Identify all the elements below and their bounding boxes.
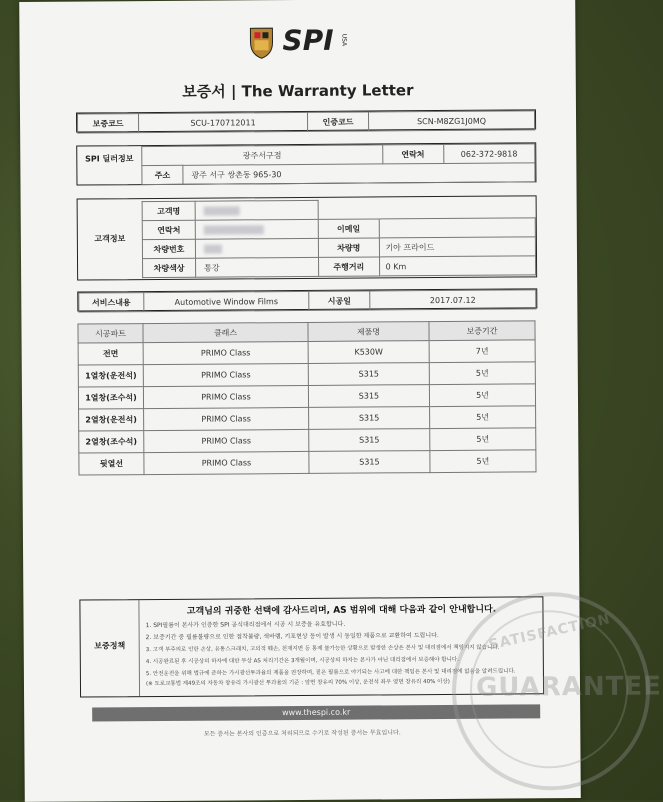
table-row bbox=[78, 340, 535, 365]
class-cell: PRIMO Class bbox=[143, 341, 308, 364]
warranty-cell: 5년 bbox=[430, 428, 536, 451]
customer-section-label: 고객정보 bbox=[94, 234, 126, 244]
customer-phone-label: 연락처 bbox=[142, 220, 195, 239]
policy-item: 4. 시공완료된 후 시공상의 하자에 대한 무상 AS 처리기간은 3개월이며, 시공상의 하자는 본사가 아닌 대리점에서 보증해야 합니다. bbox=[145, 656, 459, 666]
service-label: 서비스내용 bbox=[79, 293, 144, 312]
part-cell: 1열창(조수석) bbox=[78, 387, 143, 409]
codes-box bbox=[76, 109, 536, 132]
dealer-address-label: 주소 bbox=[142, 165, 183, 184]
parts-header-part: 시공파트 bbox=[78, 324, 143, 343]
table-row bbox=[79, 450, 536, 475]
part-cell: 2열창(운전석) bbox=[79, 409, 144, 431]
plate-redacted bbox=[195, 238, 318, 258]
parts-table bbox=[77, 320, 536, 467]
brand-name: SPI bbox=[282, 23, 334, 58]
product-cell: S315 bbox=[308, 363, 429, 386]
customer-box bbox=[77, 195, 538, 280]
class-cell: PRIMO Class bbox=[143, 385, 308, 408]
policy-label: 보증정책 bbox=[94, 641, 126, 651]
warranty-sheet bbox=[19, 0, 663, 802]
product-cell: S315 bbox=[308, 385, 429, 408]
page-title: 보증서 | The Warranty Letter bbox=[182, 81, 414, 101]
warranty-code-label: 보증코드 bbox=[77, 114, 138, 133]
policy-item: 2. 보증기간 중 필름불량으로 인한 접착불량, 색바램, 기포현상 등이 발생 시 동일한 제품으로 교환하여 드립니다. bbox=[145, 632, 439, 642]
cert-code: SCN-M8ZG1J0MQ bbox=[368, 111, 534, 131]
policy-item: 5. 안전운전을 위해 법규에 준하는 가시광선투과율의 제품을 권장하며, 짙은 필름으로 야기되는 사고에 대한 책임은 본사 및 대리점에 없음을 알려드립니다. bbox=[145, 668, 516, 678]
warranty-cell: 5년 bbox=[429, 362, 535, 385]
install-date-label: 시공일 bbox=[309, 291, 370, 310]
part-cell: 1열창(운전석) bbox=[78, 365, 143, 387]
mileage-label: 주행거리 bbox=[319, 257, 380, 276]
policy-item: (※ 도로교통법 제49조의 자동차 창유리 가시광선 투과율의 기준 : 앞면 창유리 70% 이상, 운전석 좌우 옆면 창유리 40% 이상) bbox=[145, 678, 450, 688]
class-cell: PRIMO Class bbox=[144, 429, 309, 452]
product-cell: K530W bbox=[308, 341, 429, 364]
product-cell: S315 bbox=[309, 451, 430, 474]
warranty-cell: 5년 bbox=[430, 450, 536, 473]
dealer-contact-label: 연락처 bbox=[382, 144, 443, 163]
policy-item: 3. 고객 부주의로 인한 손상, 유통스크래치, 고의적 훼손, 천재지변 등 통제 불가능한 상황으로 발생한 손상은 본사 및 대리점에서 책임지지 않습니다. bbox=[145, 644, 500, 654]
mileage: 0 Km bbox=[379, 256, 536, 276]
website-url[interactable]: www.thespi.co.kr bbox=[92, 704, 540, 721]
car-model: 기아 프라이드 bbox=[379, 237, 536, 257]
footer-note: 모든 증서는 본사의 인증으로 처리되므로 수기로 작성된 증서는 무효입니다. bbox=[203, 729, 401, 738]
dealer-name: 광주서구점 bbox=[142, 145, 383, 166]
car-color: 통강 bbox=[196, 257, 319, 277]
table-row bbox=[79, 406, 536, 431]
customer-name-label: 고객명 bbox=[142, 201, 195, 220]
table-row bbox=[79, 428, 536, 453]
warranty-cell: 5년 bbox=[429, 384, 535, 407]
table-row bbox=[78, 362, 535, 387]
dealer-section-label: SPI 딜러정보 bbox=[85, 154, 134, 164]
part-cell: 전면 bbox=[78, 343, 143, 365]
car-color-label: 차량색상 bbox=[143, 258, 196, 277]
policy-heading: 고객님의 귀중한 선택에 감사드리며, AS 범위에 대해 다음과 같이 안내합니다. bbox=[186, 604, 497, 617]
product-cell: S315 bbox=[309, 407, 430, 430]
satisfaction-stamp bbox=[451, 592, 663, 791]
class-cell: PRIMO Class bbox=[144, 451, 309, 474]
warranty-cell: 5년 bbox=[430, 406, 536, 429]
install-date: 2017.07.12 bbox=[370, 290, 536, 310]
customer-email bbox=[379, 218, 536, 238]
stamp-middle-text: GUARANTEE bbox=[475, 671, 663, 703]
part-cell: 2열창(조수석) bbox=[79, 431, 144, 453]
customer-email-label: 이메일 bbox=[318, 219, 379, 238]
plate-label: 차량번호 bbox=[142, 239, 195, 258]
service-box bbox=[77, 288, 537, 311]
class-cell: PRIMO Class bbox=[144, 407, 309, 430]
service-value: Automotive Window Films bbox=[144, 291, 309, 311]
parts-header-product: 제품명 bbox=[308, 322, 429, 342]
parts-header-class: 클래스 bbox=[143, 322, 308, 342]
policy-item: 1. SPI필름이 본사가 인증한 SPI 공식대리점에서 시공 시 보증을 유효합니다. bbox=[145, 620, 346, 630]
parts-header-warranty: 보증기간 bbox=[429, 321, 535, 341]
dealer-contact: 062-372-9818 bbox=[443, 144, 535, 164]
part-cell: 뒷열선 bbox=[79, 453, 144, 475]
dealer-box bbox=[76, 142, 536, 185]
car-model-label: 차량명 bbox=[318, 238, 379, 257]
class-cell: PRIMO Class bbox=[143, 363, 308, 386]
customer-name-redacted bbox=[195, 200, 318, 220]
dealer-address: 광주 서구 쌍촌동 965-30 bbox=[183, 163, 535, 184]
spi-logo bbox=[244, 24, 364, 61]
product-cell: S315 bbox=[309, 429, 430, 452]
stamp-top-text: SATISFACTION bbox=[487, 611, 613, 654]
cert-code-label: 인증코드 bbox=[307, 112, 368, 131]
customer-phone-redacted bbox=[195, 219, 318, 239]
warranty-cell: 7년 bbox=[429, 340, 535, 363]
warranty-code: SCU-170712011 bbox=[138, 112, 307, 132]
table-row bbox=[78, 384, 535, 409]
brand-sub: USA bbox=[340, 33, 348, 47]
